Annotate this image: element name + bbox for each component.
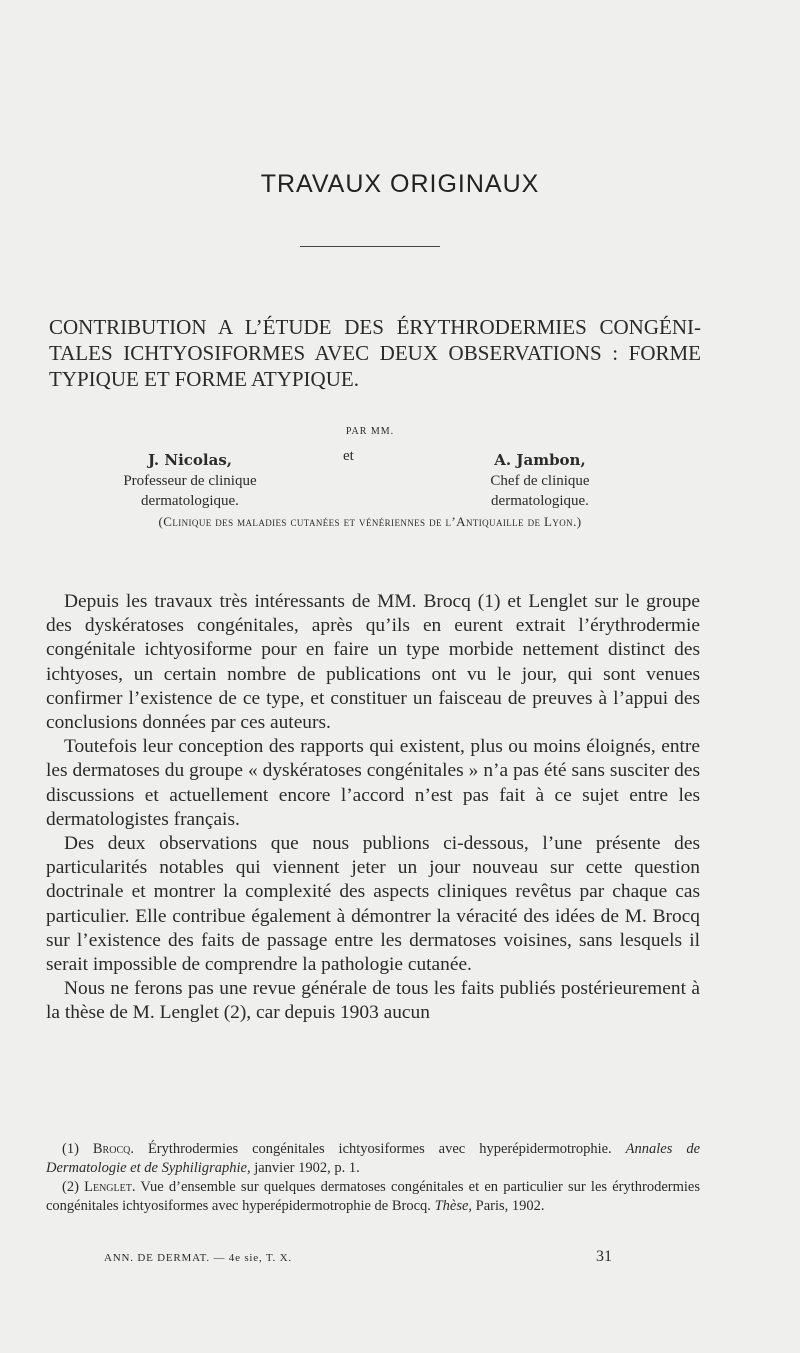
section-title: TRAVAUX ORIGINAUX [260,170,540,198]
author-role: dermatologique. [491,493,589,509]
footnote-number: (2) [62,1179,79,1195]
author-jambon [455,450,625,511]
paragraph: Nous ne ferons pas une revue générale de tous les faits publiés postérieurement à la thèse de M. Lenglet (2), car depuis 1903 aucun [46,978,700,1024]
footnote-text: Érythrodermies congénitales ichtyosiformes avec hyperépidermotrophie. [147,1141,612,1157]
footnote-author: Brocq. [92,1141,134,1157]
footnote-rest: Paris, 1902. [475,1198,545,1214]
footnotes [46,1140,700,1216]
author-name: J. Nicolas, [147,451,232,469]
footnote-number: (1) [62,1141,79,1157]
paragraph: Depuis les travaux très intéressants de MM. Brocq (1) et Lenglet sur le groupe des dyskératoses congénitales, après qu’ils en eurent extrait l’érythrodermie congénitale ichtyosiforme pour en faire un type morbide nettement distinct des ichtyoses, un certain nombre de publications ont vu le jour, qui sont venues confirmer l’existence de ce type, et constituer un faisceau de preuves à l’appui des conclusions données par ces auteurs. [46,591,700,734]
footnote [46,1140,700,1178]
author-role: dermatologique. [141,493,239,509]
title-divider [300,246,440,247]
author-role: Professeur de clinique [123,473,257,489]
running-footer: ANN. DE DERMAT. — 4e sie, T. X. [104,1252,292,1264]
paragraph: Toutefois leur conception des rapports qui existent, plus ou moins éloignés, entre les dermatoses du groupe « dyskératoses congénitales » n’a pas été sans susciter des discussions et actuellement encore l’accord n’est pas fait à ce sujet entre les dermatologistes français. [46,736,700,830]
page-number: 31 [596,1248,612,1265]
author-name: A. Jambon, [494,451,586,469]
footnote-journal: Thèse, [434,1198,473,1214]
by-line: PAR MM. [345,426,395,437]
clinic-affiliation: (Clinique des maladies cutanées et vénériennes de l’Antiquaille de Lyon.) [158,514,582,529]
paragraph: Des deux observations que nous publions ci-dessous, l’une présente des particularités notables qui viennent jeter un jour nouveau sur cette question doctrinale et montrer la complexité des aspects cliniques revêtus par chaque cas particulier. Elle contribue également à démontrer la véracité des idées de M. Brocq sur l’existence des faits de passage entre les dermatoses voisines, sans lesquels il serait impossible de comprendre la pathologie cutanée. [46,833,700,976]
article-body [46,590,700,1026]
author-conjunction: et [343,448,354,464]
footnote-author: Lenglet. [84,1179,136,1195]
footnote [46,1178,700,1216]
author-role: Chef de clinique [490,473,590,489]
footnote-rest: janvier 1902, p. 1. [254,1160,360,1176]
footnote-journal: Annales de Dermatologie et de Syphiligraphie, [46,1141,701,1176]
footnote-text: Vue d’ensemble sur quelques dermatoses congénitales et en particulier sur les érythrodermies congénitales ichtyosiformes avec hyperépidermotrophie de Brocq. [46,1179,700,1214]
article-title: CONTRIBUTION A L’ÉTUDE DES ÉRYTHRODERMIES CONGÉNI-TALES ICHTYOSIFORMES AVEC DEUX OBSERVATIONS : FORME TYPIQUE ET FORME ATYPIQUE. [49,315,701,391]
author-nicolas [95,450,285,511]
